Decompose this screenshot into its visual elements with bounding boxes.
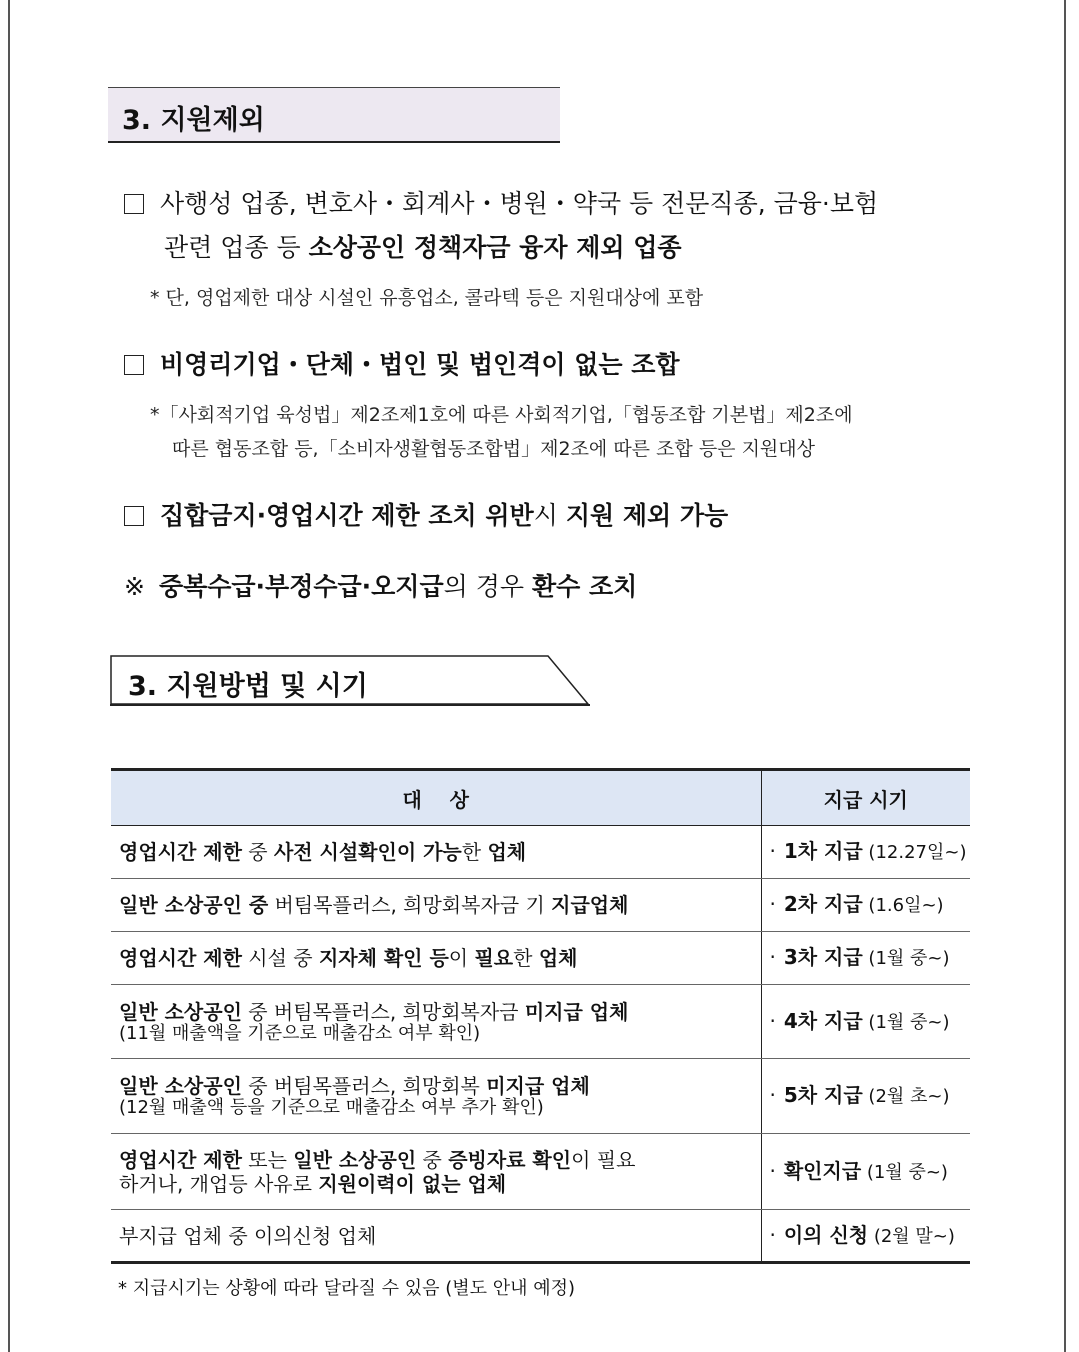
cell-text: 부지급 업체 중 이의신청 업체	[119, 1223, 377, 1248]
target-cell	[111, 985, 761, 1059]
cell-bold-text: 필요	[474, 946, 514, 970]
payment-schedule-table	[111, 768, 970, 1264]
cell-bold-text: 영업시간 제한	[119, 840, 242, 864]
cell-bold-text: 지자체 확인 등	[318, 946, 449, 970]
timing-bold-text: 4차 지급	[783, 1008, 863, 1033]
timing-date-text: (2월 초~)	[862, 1086, 950, 1107]
timing-bold-text: 이의 신청	[783, 1222, 869, 1247]
section-title: 3. 지원방법 및 시기	[128, 671, 368, 702]
remark-text: 의 경우	[443, 572, 532, 601]
cell-text: 하거나, 개업등 사유로	[119, 1171, 319, 1196]
cell-bold-text: 지원이력이 없는 업체	[318, 1171, 507, 1196]
timing-cell	[761, 879, 970, 932]
bullet-dot-icon: ·	[769, 1222, 776, 1247]
table-row	[111, 1059, 970, 1134]
cell-text: 버팀목플러스, 희망회복자금 기	[268, 893, 552, 917]
timing-cell	[761, 1059, 970, 1134]
timing-bold-text: 확인지급	[783, 1158, 862, 1183]
target-cell	[111, 826, 761, 879]
item-bold-text: 비영리기업・단체・법인 및 법인격이 없는 조합	[160, 350, 680, 379]
table-row	[111, 879, 970, 932]
section-title: 3. 지원제외	[122, 105, 265, 136]
bullet-dot-icon: ·	[769, 892, 776, 916]
section-heading-exclusions	[108, 87, 560, 143]
bullet-dot-icon: ·	[769, 1008, 776, 1033]
exclusion-note-2-line1: *「사회적기업 육성법」제2조제1호에 따른 사회적기업,「협동조합 기본법」제2조에	[150, 404, 853, 426]
cell-bold-text: 일반 소상공인	[119, 1074, 242, 1098]
cell-bold-text: 업체	[538, 946, 578, 970]
bullet-dot-icon: ·	[769, 945, 776, 969]
cell-text: 한	[461, 840, 488, 864]
cell-text: 중	[241, 840, 274, 864]
cell-bold-text: 일반 소상공인	[119, 999, 242, 1024]
cell-bold-text: 업체	[487, 840, 527, 864]
section-heading-method	[110, 655, 590, 707]
item-text: 시	[533, 501, 566, 530]
remark-recovery	[124, 567, 637, 603]
checkbox-square-icon	[124, 355, 144, 375]
cell-bold-text: 미지급 업체	[486, 1074, 590, 1098]
bullet-dot-icon: ·	[769, 1083, 776, 1107]
cell-bold-text: 영업시간 제한	[119, 946, 242, 970]
cell-bold-text: 영업시간 제한	[119, 1147, 242, 1172]
cell-text: 한	[513, 946, 539, 970]
bullet-dot-icon: ·	[769, 839, 776, 863]
target-cell	[111, 1059, 761, 1134]
cell-bold-text: 일반 소상공인 중	[119, 893, 269, 917]
exclusion-note-2-line2: 따른 협동조합 등,「소비자생활협동조합법」제2조에 따른 조합 등은 지원대상	[172, 438, 815, 460]
timing-cell	[761, 932, 970, 985]
target-cell	[111, 1134, 761, 1210]
cell-text: 이 필요	[571, 1147, 636, 1172]
cell-bold-text: 증빙자료 확인	[448, 1147, 572, 1172]
cell-text: 중	[416, 1147, 449, 1172]
timing-date-text: (2월 말~)	[868, 1225, 955, 1247]
cell-subnote: (12월 매출액 등을 기준으로 매출감소 여부 추가 확인)	[119, 1097, 544, 1118]
timing-bold-text: 1차 지급	[783, 839, 863, 863]
item-bold-text: 소상공인 정책자금 융자 제외 업종	[308, 233, 682, 262]
table-row	[111, 985, 970, 1059]
timing-date-text: (12.27일~)	[862, 842, 967, 863]
item-text: 관련 업종 등	[164, 233, 309, 262]
item-bold-text: 집합금지·영업시간 제한 조치 위반	[160, 501, 534, 530]
remark-bold-text: 중복수급·부정수급·오지급	[158, 572, 444, 601]
cell-subnote: (11월 매출액을 기준으로 매출감소 여부 확인)	[119, 1022, 481, 1044]
target-cell	[111, 879, 761, 932]
item-bold-text: 지원 제외 가능	[565, 501, 729, 530]
cell-bold-text: 미지급 업체	[524, 999, 629, 1024]
cell-text: 이	[448, 946, 475, 970]
bullet-dot-icon: ·	[769, 1158, 776, 1183]
table-row	[111, 932, 970, 985]
target-cell	[111, 1210, 761, 1263]
checkbox-square-icon	[124, 194, 144, 214]
column-header-target: 대 상	[111, 770, 761, 826]
cell-text: 중 버팀목플러스, 희망회복자금	[241, 999, 525, 1024]
cell-bold-text: 일반 소상공인	[293, 1147, 417, 1172]
timing-cell	[761, 1210, 970, 1263]
timing-date-text: (1월 중~)	[862, 948, 950, 969]
footnote: * 지급시기는 상황에 따라 달라질 수 있음 (별도 안내 예정)	[118, 1278, 576, 1299]
cell-text: 또는	[241, 1147, 294, 1172]
timing-bold-text: 2차 지급	[783, 892, 863, 916]
reference-mark-icon: ※	[124, 572, 145, 601]
timing-date-text: (1월 중~)	[861, 1161, 948, 1183]
remark-bold-text: 환수 조치	[531, 572, 638, 601]
timing-bold-text: 3차 지급	[783, 945, 863, 969]
cell-text: 중 버팀목플러스, 희망회복	[241, 1074, 487, 1098]
timing-cell	[761, 826, 970, 879]
timing-cell	[761, 985, 970, 1059]
timing-cell	[761, 1134, 970, 1210]
cell-bold-text: 사전 시설확인이 가능	[273, 840, 462, 864]
checkbox-square-icon	[124, 506, 144, 526]
cell-text: 시설 중	[241, 946, 319, 970]
table-row	[111, 1210, 970, 1263]
timing-date-text: (1월 중~)	[862, 1011, 950, 1033]
table-header-row	[111, 770, 970, 826]
cell-bold-text: 지급업체	[551, 893, 629, 917]
exclusion-item-3	[124, 496, 728, 532]
exclusion-item-1	[124, 184, 878, 220]
exclusion-item-2	[124, 345, 680, 381]
exclusion-note-1: * 단, 영업제한 대상 시설인 유흥업소, 콜라텍 등은 지원대상에 포함	[150, 287, 704, 309]
exclusion-item-1-line2	[164, 228, 682, 264]
table-row	[111, 826, 970, 879]
column-header-timing: 지급 시기	[761, 770, 970, 826]
timing-bold-text: 5차 지급	[783, 1083, 863, 1107]
item-text: 사행성 업종, 변호사・회계사・병원・약국 등 전문직종, 금융·보험	[160, 189, 879, 218]
target-cell	[111, 932, 761, 985]
table-row	[111, 1134, 970, 1210]
timing-date-text: (1.6일~)	[862, 895, 944, 916]
